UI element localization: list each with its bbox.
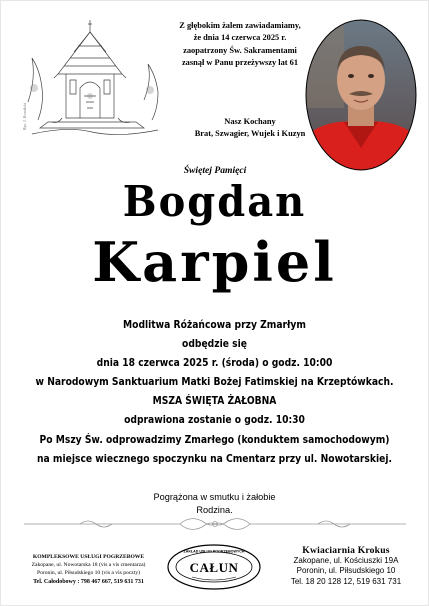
service-line: odprawiona zostanie o godz. 10:30	[124, 415, 305, 427]
first-name: Bogdan	[122, 176, 307, 227]
ornamental-divider	[20, 513, 410, 535]
service-line: dnia 18 czerwca 2025 r. (środa) o godz. 10:00	[96, 358, 333, 370]
funeral-home-address: Poronin, ul. Piłsudskiego 10 (vis a vis poczty)	[36, 570, 140, 577]
florist-address: Poronin, ul. Piłsudskiego 10	[296, 566, 396, 576]
service-line: MSZA ŚWIĘTA ŻAŁOBNA	[152, 396, 277, 408]
calun-seal-logo	[166, 543, 262, 591]
service-line: odbędzie się	[182, 339, 247, 351]
portrait-photo	[304, 18, 418, 172]
last-name: Karpiel	[92, 230, 337, 294]
intro-text	[160, 20, 320, 70]
kin-text	[190, 116, 310, 141]
shrine-illustration	[18, 18, 166, 140]
signature-line: Rodzina.	[196, 504, 233, 515]
florist-phone: Tel. 18 20 128 12, 519 631 731	[290, 576, 402, 586]
intro-line: Z głębokim żalem zawiadamiamy,	[179, 21, 301, 30]
funeral-home-title: KOMPLEKSOWE USŁUGI POGRZEBOWE	[32, 554, 145, 560]
service-line: w Narodowym Sanktuarium Matki Bożej Fatimskiej na Krzeptówkach.	[35, 377, 394, 389]
funeral-home-address: Zakopane, ul. Nowotarska 18 (vis a vis cmentarza)	[31, 562, 146, 569]
funeral-home-ad	[6, 553, 171, 586]
signature-line: Pogrążona w smutku i żałobie	[153, 492, 276, 502]
florist-ad	[268, 546, 424, 587]
intro-line: że dnia 14 czerwca 2025 r.	[193, 33, 287, 43]
service-line: na miejsce wiecznego spoczynku na Cmentarz przy ul. Nowotarskiej.	[37, 453, 392, 465]
florist-name: Kwiaciarnia Krokus	[302, 545, 390, 556]
funeral-home-phone: Tel. Całodobowy : 798 467 667, 519 631 731	[33, 578, 144, 585]
service-details	[21, 316, 407, 469]
service-line: Po Mszy Św. odprowadzimy Zmarłego (konduktem samochodowym)	[39, 434, 390, 446]
service-line: Modlitwa Różańcowa przy Zmarłym	[123, 320, 306, 331]
florist-address: Zakopane, ul. Kościuszki 19A	[293, 556, 399, 566]
intro-line: zaopatrzony Św. Sakramentami	[183, 45, 297, 55]
kin-line: Brat, Szwagier, Wujek i Kuzyn	[194, 129, 306, 139]
seal-ring-text: ZAKŁAD USŁUG POGRZEBOWYCH	[183, 549, 245, 554]
kin-line: Nasz Kochany	[224, 117, 276, 126]
intro-line: zasnął w Panu przeżywszy lat 61	[181, 58, 299, 68]
svg-text:Rys. J. Kowalski: Rys. J. Kowalski	[22, 103, 27, 130]
seal-brand: CAŁUN	[189, 560, 239, 575]
memory-label: Świętej Pamięci	[183, 165, 247, 176]
